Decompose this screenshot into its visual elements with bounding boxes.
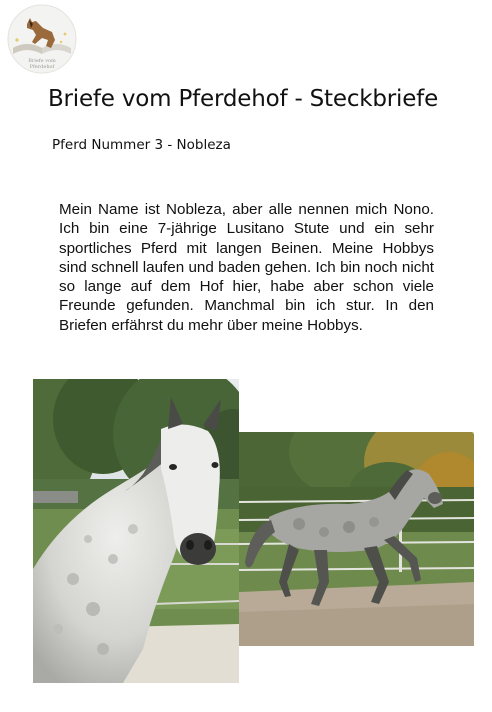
logo-text-line1: Briefe vom [28,58,56,64]
horse-book-logo-icon [5,4,79,74]
horse-number-subtitle: Pferd Nummer 3 - Nobleza [52,137,231,153]
page-title: Briefe vom Pferdehof - Steckbriefe [47,86,439,112]
logo-text-line2: Pferdehof [29,64,55,70]
horse-running-photo [239,432,474,646]
profile-text: Mein Name ist Nobleza, aber alle nennen mich Nono. Ich bin eine 7-jährige Lusitano Stute und ein sehr sportliches Pferd mit langen Beinen. Meine Hobbys sind schnell laufen und baden gehen. Ich bin noch nicht so lange auf dem Hof hier, habe aber schon viele Freunde gefunden. Manchmal bin ich stur. In den Briefen erfährst du mehr über meine Hobbys. [59,201,434,334]
horse-portrait-photo [33,379,239,683]
